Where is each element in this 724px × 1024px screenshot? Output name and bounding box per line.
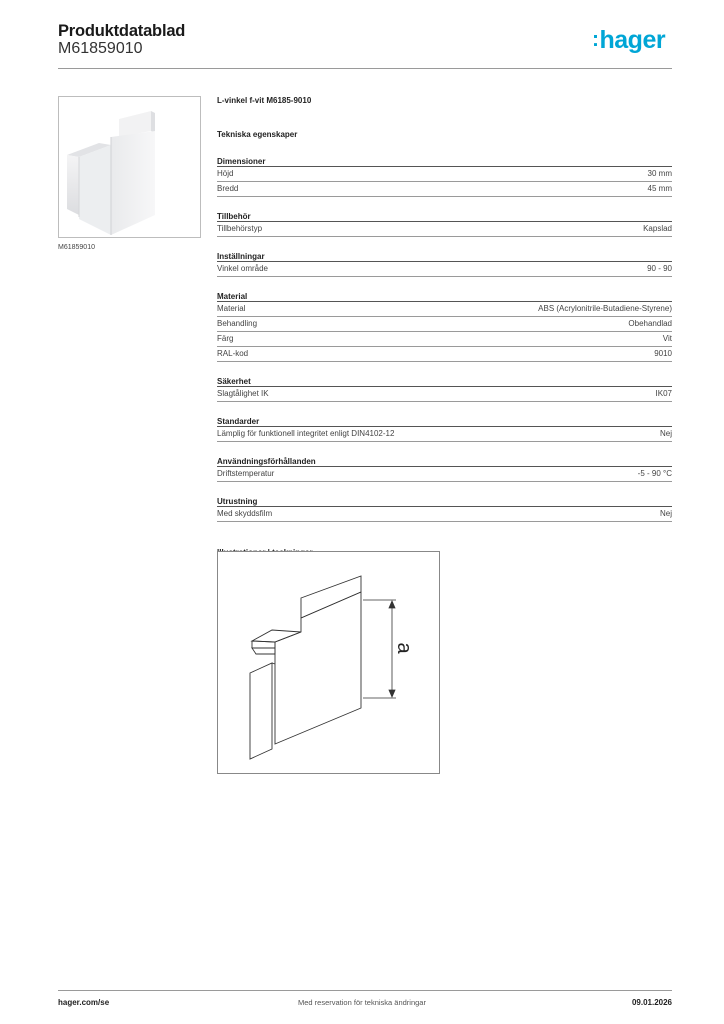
section-title: Tillbehör: [217, 211, 672, 222]
footer-disclaimer: Med reservation för tekniska ändringar: [298, 998, 426, 1007]
hager-logo: [592, 28, 665, 53]
spec-value: Nej: [659, 429, 672, 438]
spec-value: 9010: [654, 349, 672, 358]
spec-section-usage-conditions: [217, 456, 672, 482]
logo-text: hager: [599, 26, 666, 54]
spec-label: Behandling: [217, 319, 258, 328]
product-photo-image: [59, 97, 200, 237]
technical-drawing-image: [218, 552, 439, 773]
section-title: Användningsförhållanden: [217, 456, 672, 467]
spec-section-dimensions: [217, 156, 672, 197]
spec-value: 45 mm: [647, 184, 672, 193]
spec-label: Lämplig för funktionell integritet enligt DIN4102-12: [217, 429, 395, 438]
section-title: Säkerhet: [217, 376, 672, 387]
footer-divider: [58, 990, 672, 991]
product-name: L-vinkel f-vit M6185-9010: [217, 96, 312, 105]
spec-value: ABS (Acrylonitrile-Butadiene-Styrene): [538, 304, 672, 313]
section-title: Material: [217, 291, 672, 302]
spec-label: Material: [217, 304, 246, 313]
header-divider: [58, 68, 672, 69]
section-title: Inställningar: [217, 251, 672, 262]
spec-label: Bredd: [217, 184, 239, 193]
spec-value: Kapslad: [643, 224, 672, 233]
spec-row: [217, 167, 672, 182]
spec-row: [217, 332, 672, 347]
spec-label: Färg: [217, 334, 234, 343]
spec-row: [217, 302, 672, 317]
spec-value: Nej: [659, 509, 672, 518]
section-title: Standarder: [217, 416, 672, 427]
section-title: Dimensioner: [217, 156, 672, 167]
product-code: M61859010: [58, 40, 143, 57]
page-title: Produktdatablad: [58, 22, 186, 40]
properties-heading: Tekniska egenskaper: [217, 130, 298, 139]
spec-row: [217, 427, 672, 442]
footer-date: 09.01.2026: [631, 998, 672, 1007]
spec-row: [217, 387, 672, 402]
spec-section-accessories: [217, 211, 672, 237]
photo-caption: M61859010: [58, 244, 95, 251]
spec-value: Obehandlad: [628, 319, 672, 328]
spec-row: [217, 467, 672, 482]
spec-label: Tillbehörstyp: [217, 224, 263, 233]
spec-label: Vinkel område: [217, 264, 268, 273]
spec-section-safety: [217, 376, 672, 402]
dimension-label-a: a: [393, 642, 415, 654]
spec-label: Driftstemperatur: [217, 469, 275, 478]
spec-row: [217, 182, 672, 197]
spec-row: [217, 262, 672, 277]
spec-label: Slagtålighet IK: [217, 389, 269, 398]
spec-row: [217, 507, 672, 522]
spec-row: [217, 222, 672, 237]
spec-value: IK07: [655, 389, 672, 398]
spec-label: Höjd: [217, 169, 234, 178]
spec-value: 30 mm: [647, 169, 672, 178]
spec-value: 90 - 90: [647, 264, 672, 273]
spec-row: [217, 317, 672, 332]
spec-row: [217, 347, 672, 362]
spec-value: Vit: [662, 334, 672, 343]
spec-value: -5 - 90 °C: [637, 469, 672, 478]
spec-section-settings: [217, 251, 672, 277]
logo-dots-icon: :: [592, 28, 599, 51]
spec-content: [217, 96, 672, 560]
footer-website-link[interactable]: hager.com/se: [58, 998, 110, 1007]
spec-section-equipment: [217, 496, 672, 522]
spec-section-material: [217, 291, 672, 362]
technical-drawing: [217, 551, 440, 774]
spec-section-standards: [217, 416, 672, 442]
spec-label: RAL-kod: [217, 349, 249, 358]
section-title: Utrustning: [217, 496, 672, 507]
spec-label: Med skyddsfilm: [217, 509, 273, 518]
product-photo: [58, 96, 201, 238]
